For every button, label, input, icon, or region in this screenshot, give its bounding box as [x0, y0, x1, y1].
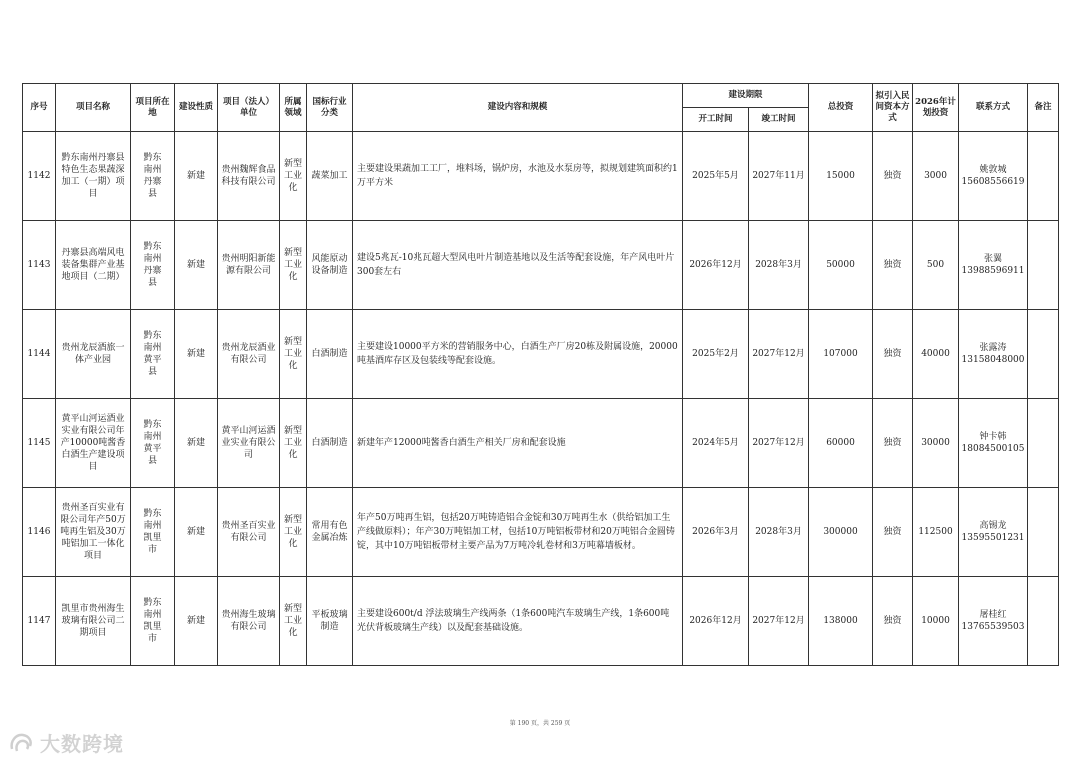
cell-contact [959, 310, 1028, 399]
cell-start: 2026年12月 [683, 221, 749, 310]
cell-remark [1028, 488, 1059, 577]
cell-end: 2028年3月 [749, 221, 809, 310]
cell-remark [1028, 310, 1059, 399]
contact-name: 钟卡韩 [979, 432, 1007, 442]
table-row [23, 577, 1059, 666]
contact-phone: 13765539503 [961, 622, 1025, 632]
cell-investment: 15000 [809, 132, 873, 221]
cell-seq: 1143 [23, 221, 56, 310]
cell-location [131, 310, 175, 399]
cell-field [280, 221, 307, 310]
table-row [23, 399, 1059, 488]
cell-industry: 平板玻璃制造 [307, 577, 353, 666]
cell-location [131, 399, 175, 488]
cell-capital: 独资 [873, 488, 913, 577]
table-row [23, 132, 1059, 221]
cell-industry: 蔬菜加工 [307, 132, 353, 221]
cell-unit: 黄平山河运酒业实业有限公司 [218, 399, 280, 488]
cell-seq: 1142 [23, 132, 56, 221]
header-remark: 备注 [1028, 84, 1059, 132]
watermark-logo-icon [8, 731, 36, 755]
cell-nature: 新建 [175, 221, 218, 310]
cell-location-text: 黔东南州丹寨县 [143, 153, 162, 199]
project-table [22, 83, 1059, 666]
cell-field [280, 310, 307, 399]
header-investment: 总投资 [809, 84, 873, 132]
header-seq: 序号 [23, 84, 56, 132]
cell-remark [1028, 221, 1059, 310]
cell-field [280, 399, 307, 488]
cell-seq: 1147 [23, 577, 56, 666]
contact-name: 张翼 [984, 254, 1003, 264]
cell-location-text: 黔东南州凯里市 [143, 598, 162, 644]
header-nature: 建设性质 [175, 84, 218, 132]
contact-name: 高锡龙 [979, 521, 1007, 531]
cell-content: 新建年产12000吨酱香白酒生产相关厂房和配套设施 [353, 399, 683, 488]
cell-capital: 独资 [873, 577, 913, 666]
cell-industry: 白酒制造 [307, 399, 353, 488]
cell-seq: 1145 [23, 399, 56, 488]
header-end: 竣工时间 [749, 108, 809, 132]
cell-field-text: 新型工业化 [284, 604, 303, 638]
contact-name: 姚敦城 [979, 165, 1007, 175]
cell-investment: 50000 [809, 221, 873, 310]
cell-unit: 贵州圣百实业有限公司 [218, 488, 280, 577]
cell-location [131, 577, 175, 666]
cell-start: 2024年5月 [683, 399, 749, 488]
cell-project-name: 凯里市贵州海生玻璃有限公司二期项目 [56, 577, 131, 666]
cell-end: 2028年3月 [749, 488, 809, 577]
cell-location-text: 黔东南州黄平县 [143, 420, 162, 466]
table-body [23, 132, 1059, 666]
contact-phone: 18084500105 [961, 444, 1025, 454]
cell-unit: 贵州魏辉食品科技有限公司 [218, 132, 280, 221]
header-name: 项目名称 [56, 84, 131, 132]
contact-phone: 13158048000 [961, 355, 1025, 365]
cell-unit: 贵州海生玻璃有限公司 [218, 577, 280, 666]
contact-name: 屠桂红 [979, 610, 1007, 620]
cell-project-name: 贵州圣百实业有限公司年产50万吨再生铝及30万吨铝加工一体化项目 [56, 488, 131, 577]
cell-unit: 贵州龙辰酒业有限公司 [218, 310, 280, 399]
cell-location-text: 黔东南州黄平县 [143, 331, 162, 377]
header-field: 所属领域 [280, 84, 307, 132]
cell-location-text: 黔东南州丹寨县 [143, 242, 162, 288]
cell-plan2026: 30000 [913, 399, 959, 488]
cell-content: 年产50万吨再生铝，包括20万吨铸造铝合金锭和30万吨再生水（供给铝加工生产线做原料）；年产30万吨铝加工材，包括10万吨铝板带材和20万吨铝合金圆铸锭，其中10万吨铝板带材主要产品为7万吨冷轧卷材和3万吨幕墙板材。 [353, 488, 683, 577]
cell-investment: 60000 [809, 399, 873, 488]
cell-nature: 新建 [175, 577, 218, 666]
cell-plan2026: 500 [913, 221, 959, 310]
cell-project-name: 丹寨县高端风电装备集群产业基地项目（二期） [56, 221, 131, 310]
cell-nature: 新建 [175, 399, 218, 488]
contact-name: 张露涛 [979, 343, 1007, 353]
cell-field-text: 新型工业化 [284, 337, 303, 371]
cell-remark [1028, 577, 1059, 666]
cell-plan2026: 112500 [913, 488, 959, 577]
cell-project-name: 黔东南州丹寨县特色生态果蔬深加工（一期）项目 [56, 132, 131, 221]
cell-contact [959, 577, 1028, 666]
cell-start: 2025年2月 [683, 310, 749, 399]
table-row [23, 488, 1059, 577]
cell-industry: 白酒制造 [307, 310, 353, 399]
header-start: 开工时间 [683, 108, 749, 132]
header-industry: 国标行业分类 [307, 84, 353, 132]
header-unit: 项目（法人）单位 [218, 84, 280, 132]
cell-remark [1028, 399, 1059, 488]
cell-start: 2025年5月 [683, 132, 749, 221]
cell-start: 2026年12月 [683, 577, 749, 666]
cell-field [280, 577, 307, 666]
cell-capital: 独资 [873, 221, 913, 310]
cell-investment: 107000 [809, 310, 873, 399]
cell-plan2026: 40000 [913, 310, 959, 399]
header-location: 项目所在地 [131, 84, 175, 132]
cell-nature: 新建 [175, 132, 218, 221]
cell-content: 主要建设10000平方米的营销服务中心，白酒生产厂房20栋及附属设施，20000吨基酒库存区及包装线等配套设施。 [353, 310, 683, 399]
cell-industry: 常用有色金属冶炼 [307, 488, 353, 577]
cell-seq: 1146 [23, 488, 56, 577]
cell-field-text: 新型工业化 [284, 248, 303, 282]
cell-content: 主要建设600t/d 浮法玻璃生产线两条（1条600吨汽车玻璃生产线，1条600吨光伏背板玻璃生产线）以及配套基础设施。 [353, 577, 683, 666]
header-contact: 联系方式 [959, 84, 1028, 132]
cell-capital: 独资 [873, 132, 913, 221]
cell-content: 建设5兆瓦-10兆瓦超大型风电叶片制造基地以及生活等配套设施，年产风电叶片300套左右 [353, 221, 683, 310]
cell-location [131, 221, 175, 310]
cell-end: 2027年12月 [749, 310, 809, 399]
cell-content: 主要建设果蔬加工工厂，堆料场，锅炉房，水池及水泵房等，拟规划建筑面积约1万平方米 [353, 132, 683, 221]
cell-location [131, 488, 175, 577]
cell-investment: 300000 [809, 488, 873, 577]
cell-capital: 独资 [873, 399, 913, 488]
header-content: 建设内容和规模 [353, 84, 683, 132]
cell-contact [959, 488, 1028, 577]
cell-contact [959, 399, 1028, 488]
cell-remark [1028, 132, 1059, 221]
cell-nature: 新建 [175, 310, 218, 399]
watermark-text: 大数跨境 [40, 732, 124, 756]
cell-field-text: 新型工业化 [284, 426, 303, 460]
page-footer: 第 190 页，共 259 页 [509, 720, 571, 727]
contact-phone: 15608556619 [961, 177, 1025, 187]
cell-industry: 风能原动设备制造 [307, 221, 353, 310]
watermark [8, 728, 124, 757]
table-row [23, 310, 1059, 399]
table-row [23, 221, 1059, 310]
cell-start: 2026年3月 [683, 488, 749, 577]
cell-unit: 贵州明阳新能源有限公司 [218, 221, 280, 310]
cell-field [280, 132, 307, 221]
contact-phone: 13988596911 [961, 266, 1025, 276]
cell-end: 2027年12月 [749, 399, 809, 488]
cell-capital: 独资 [873, 310, 913, 399]
cell-field-text: 新型工业化 [284, 515, 303, 549]
header-plan2026: 2026年计划投资 [913, 84, 959, 132]
cell-contact [959, 132, 1028, 221]
cell-plan2026: 10000 [913, 577, 959, 666]
cell-project-name: 贵州龙辰酒旅一体产业园 [56, 310, 131, 399]
cell-contact [959, 221, 1028, 310]
contact-phone: 13595501231 [961, 533, 1025, 543]
cell-plan2026: 3000 [913, 132, 959, 221]
header-capital: 拟引入民间资本方式 [873, 84, 913, 132]
header-period: 建设期限 [683, 84, 809, 108]
cell-end: 2027年11月 [749, 132, 809, 221]
cell-field [280, 488, 307, 577]
cell-location [131, 132, 175, 221]
cell-project-name: 黄平山河运酒业实业有限公司年产10000吨酱香白酒生产建设项目 [56, 399, 131, 488]
cell-field-text: 新型工业化 [284, 159, 303, 193]
cell-nature: 新建 [175, 488, 218, 577]
cell-end: 2027年12月 [749, 577, 809, 666]
cell-investment: 138000 [809, 577, 873, 666]
cell-seq: 1144 [23, 310, 56, 399]
cell-location-text: 黔东南州凯里市 [143, 509, 162, 555]
